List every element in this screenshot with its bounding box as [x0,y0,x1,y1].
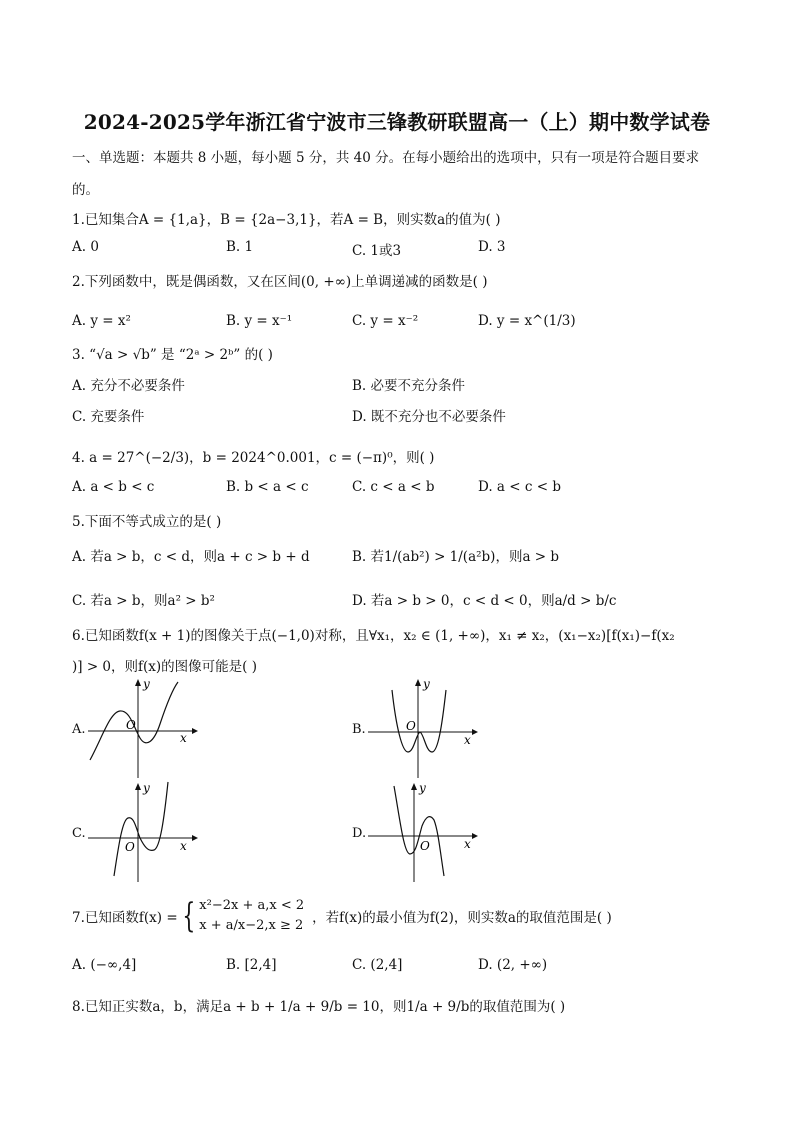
question-2-option-c: C. y = x⁻² [352,313,419,329]
piecewise-brace: { [181,896,195,936]
question-1-option-a: A. 0 [72,239,99,255]
question-2-option-a: A. y = x² [72,313,131,329]
question-3-option-b: B. 必要不充分条件 [352,378,466,394]
question-1-stem: 1.已知集合A = {1,a}，B = {2a−3,1}，若A = B，则实数a的值为( ) [72,212,501,228]
graph-b-x-arrow [472,729,478,735]
question-3-option-d: D. 既不充分也不必要条件 [352,409,506,425]
graph-c-label: C. [72,826,86,841]
question-3-stem: 3. “√a > √b” 是 “2ᵃ > 2ᵇ” 的( ) [72,347,273,363]
graph-a [88,676,200,780]
question-5-option-b: B. 若1/(ab²) > 1/(a²b)，则a > b [352,549,560,565]
question-4-option-b: B. b < a < c [226,479,309,495]
graph-b-origin-label: O [406,719,416,733]
question-3-option-a: A. 充分不必要条件 [72,378,185,394]
question-4-option-a: A. a < b < c [72,479,155,495]
graph-b-label: B. [352,722,366,737]
question-3-option-c: C. 充要条件 [72,409,145,425]
question-7-option-c: C. (2,4] [352,957,403,973]
question-1-option-b: B. 1 [226,239,254,255]
piecewise-case-1: x²−2x + a,x < 2 [199,898,305,913]
question-6-stem-line2: )] > 0，则f(x)的图像可能是( ) [72,659,257,675]
exam-title: 2024-2025学年浙江省宁波市三锋教研联盟高一（上）期中数学试卷 [83,110,711,134]
graph-c-y-label: y [143,781,150,795]
graph-a-origin-label: O [126,718,136,732]
graph-d-x-arrow [472,833,478,839]
question-7-option-d: D. (2, +∞) [478,957,548,973]
graph-c-curve [114,782,168,876]
question-7-stem [72,896,612,936]
question-8-stem: 8.已知正实数a，b，满足a + b + 1/a + 9/b = 10，则1/a + 9/b的取值范围为( ) [72,999,566,1015]
question-5-option-d: D. 若a > b > 0，c < d < 0，则a/d > b/c [352,593,617,609]
graph-c-origin-label: O [125,840,135,854]
question-7-option-b: B. [2,4] [226,957,277,973]
question-1-option-c: C. 1或3 [352,243,402,259]
graph-c-y-arrow [135,783,141,790]
graph-d-label: D. [352,826,367,841]
graph-b-y-arrow [415,679,421,686]
piecewise-case-2: x + a/x−2,x ≥ 2 [199,918,304,933]
question-4-option-d: D. a < c < b [478,479,561,495]
graph-a-label: A. [72,722,86,737]
question-5-option-a: A. 若a > b，c < d，则a + c > b + d [72,549,310,565]
graph-a-x-label: x [180,731,187,745]
piecewise-cases [199,896,304,936]
section-heading-line1: 一、单选题：本题共 8 小题，每小题 5 分，共 40 分。在每小题给出的选项中，只有一项是符合题目要求 [72,150,700,166]
question-4-option-c: C. c < a < b [352,479,435,495]
question-6-stem-line1: 6.已知函数f(x + 1)的图像关于点(−1,0)对称，且∀x₁，x₂ ∈ (1, +∞)，x₁ ≠ x₂，(x₁−x₂)[f(x₁)−f(x₂ [72,628,675,644]
graph-d-y-arrow [411,783,417,790]
graph-d [368,780,480,884]
graph-a-y-arrow [135,679,141,686]
graph-b [368,676,480,780]
question-2-option-b: B. y = x⁻¹ [226,313,293,329]
question-5-stem: 5.下面不等式成立的是( ) [72,514,222,530]
question-1-option-d: D. 3 [478,239,506,255]
question-5-option-c: C. 若a > b，则a² > b² [72,593,215,609]
question-7-stem-suffix: ，若f(x)的最小值为f(2)，则实数a的取值范围是( ) [312,910,612,926]
graph-b-y-label: y [423,677,430,691]
graph-b-curve [392,690,446,752]
question-7-option-a: A. (−∞,4] [72,957,137,973]
graph-c-x-arrow [192,835,198,841]
question-4-stem: 4. a = 27^(−2/3)，b = 2024^0.001，c = (−π)⁰，则( ) [72,450,435,466]
question-2-stem: 2.下列函数中，既是偶函数，又在区间(0, +∞)上单调递减的函数是( ) [72,274,488,290]
graph-d-origin-label: O [420,839,430,853]
graph-d-y-label: y [419,781,426,795]
graph-c-x-label: x [180,839,187,853]
question-2-option-d: D. y = x^(1/3) [478,313,576,329]
question-7-stem-prefix: 7.已知函数f(x) = [72,910,178,926]
graph-c [88,780,200,884]
graph-b-x-label: x [464,733,471,747]
graph-d-curve [394,786,444,876]
section-heading-line2: 的。 [72,182,99,198]
graph-a-x-arrow [192,728,198,734]
graph-d-x-label: x [464,837,471,851]
graph-a-y-label: y [143,677,150,691]
